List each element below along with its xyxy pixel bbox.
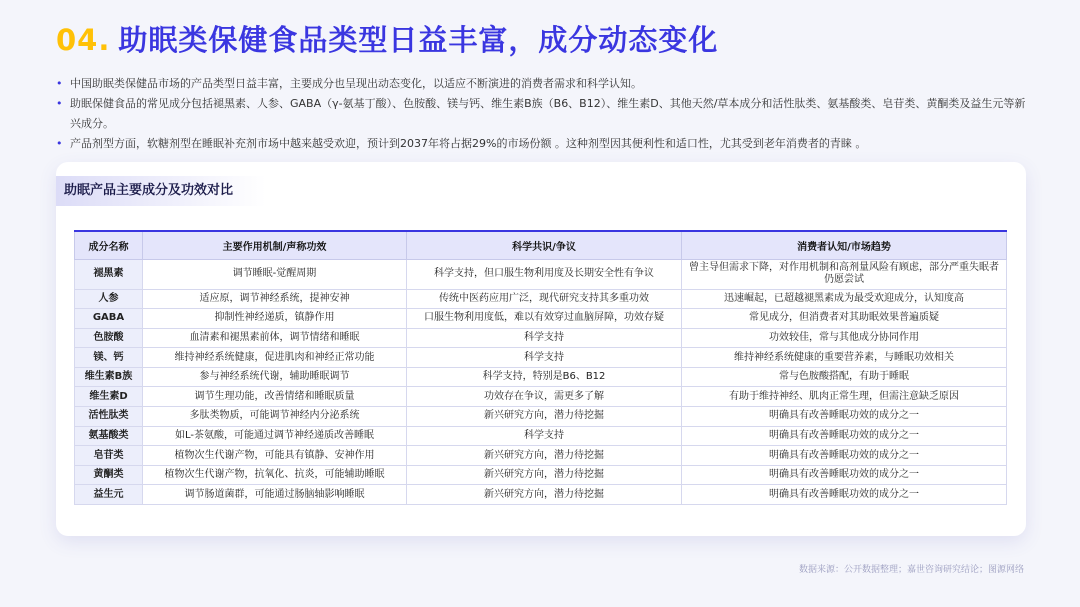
table-cell: 明确具有改善睡眠功效的成分之一 <box>682 465 1007 485</box>
table-cell: 功效较佳，常与其他成分协同作用 <box>682 328 1007 348</box>
table-cell: 科学支持 <box>407 426 682 446</box>
table-row <box>75 289 1007 309</box>
table-cell: 常与色胺酸搭配，有助于睡眠 <box>682 367 1007 387</box>
table-header-row <box>75 231 1007 259</box>
ingredient-name-cell: 维生素D <box>75 387 143 407</box>
ingredient-name-cell: 褪黑素 <box>75 259 143 289</box>
column-header: 主要作用机制/声称功效 <box>143 231 407 259</box>
table-cell: 调节肠道菌群，可能通过肠脑轴影响睡眠 <box>143 485 407 505</box>
ingredient-name-cell: 活性肽类 <box>75 407 143 427</box>
table-cell: 常见成分，但消费者对其助眠效果普遍质疑 <box>682 309 1007 329</box>
table-row <box>75 367 1007 387</box>
table-row <box>75 348 1007 368</box>
bullet-item: • 助眠保健食品的常见成分包括褪黑素、人参、GABA（γ-氨基丁酸）、色胺酸、镁与钙、维生素B族（B6、B12）、维生素D、其他天然/草本成分和活性肽类、氨基酸类、皂苷类、黄酮类及益生元等新兴成分。 <box>56 94 1036 134</box>
ingredient-name-cell: 人参 <box>75 289 143 309</box>
table-row <box>75 407 1007 427</box>
table-cell: 科学支持 <box>407 348 682 368</box>
table-row <box>75 387 1007 407</box>
ingredient-name-cell: 皂苷类 <box>75 446 143 466</box>
table-cell: 植物次生代谢产物，抗氧化、抗炎，可能辅助睡眠 <box>143 465 407 485</box>
table-row <box>75 426 1007 446</box>
table-cell: 植物次生代谢产物，可能具有镇静、安神作用 <box>143 446 407 466</box>
table-cell: 功效存在争议，需更多了解 <box>407 387 682 407</box>
ingredient-name-cell: GABA <box>75 309 143 329</box>
table-cell: 血清素和褪黑素前体，调节情绪和睡眠 <box>143 328 407 348</box>
table-row <box>75 328 1007 348</box>
table-cell: 调节睡眠-觉醒周期 <box>143 259 407 289</box>
table-cell: 有助于维持神经、肌肉正常生理，但需注意缺乏原因 <box>682 387 1007 407</box>
ingredient-name-cell: 镁、钙 <box>75 348 143 368</box>
column-header: 成分名称 <box>75 231 143 259</box>
column-header: 消费者认知/市场趋势 <box>682 231 1007 259</box>
table-cell: 新兴研究方向，潜力待挖掘 <box>407 465 682 485</box>
ingredient-name-cell: 益生元 <box>75 485 143 505</box>
table-cell: 新兴研究方向，潜力待挖掘 <box>407 407 682 427</box>
column-header: 科学共识/争议 <box>407 231 682 259</box>
ingredient-name-cell: 维生素B族 <box>75 367 143 387</box>
table-cell: 曾主导但需求下降，对作用机制和高剂量风险有顾虑，部分严重失眠者仍愿尝试 <box>682 259 1007 289</box>
card-heading: 助眠产品主要成分及功效对比 <box>56 176 266 206</box>
table-row <box>75 465 1007 485</box>
table-cell: 如L-茶氨酸，可能通过调节神经递质改善睡眠 <box>143 426 407 446</box>
table-cell: 多肽类物质，可能调节神经内分泌系统 <box>143 407 407 427</box>
ingredient-name-cell: 氨基酸类 <box>75 426 143 446</box>
page-title <box>56 18 718 59</box>
table-cell: 科学支持，特别是B6、B12 <box>407 367 682 387</box>
table-cell: 明确具有改善睡眠功效的成分之一 <box>682 407 1007 427</box>
table-cell: 迅速崛起，已超越褪黑素成为最受欢迎成分，认知度高 <box>682 289 1007 309</box>
comparison-card <box>56 162 1026 536</box>
table-row <box>75 485 1007 505</box>
comparison-table <box>74 230 1007 505</box>
section-number: 04. <box>56 23 111 57</box>
ingredient-name-cell: 色胺酸 <box>75 328 143 348</box>
table-cell: 口服生物利用度低，难以有效穿过血脑屏障，功效存疑 <box>407 309 682 329</box>
bullet-item: • 中国助眠类保健品市场的产品类型日益丰富，主要成分也呈现出动态变化，以适应不断演进的消费者需求和科学认知。 <box>56 74 1036 94</box>
data-source-note: 数据来源：公开数据整理；嘉世咨询研究结论；图源网络 <box>798 565 1024 575</box>
title-text: 助眠类保健食品类型日益丰富，成分动态变化 <box>118 23 719 57</box>
bullet-item: • 产品剂型方面，软糖剂型在睡眠补充剂市场中越来越受欢迎，预计到2037年将占据29%的市场份额 。这种剂型因其便利性和适口性，尤其受到老年消费者的青睐 。 <box>56 134 1036 154</box>
table-cell: 新兴研究方向，潜力待挖掘 <box>407 446 682 466</box>
table-cell: 维持神经系统健康，促进肌肉和神经正常功能 <box>143 348 407 368</box>
table-cell: 明确具有改善睡眠功效的成分之一 <box>682 426 1007 446</box>
ingredient-name-cell: 黄酮类 <box>75 465 143 485</box>
table-row <box>75 309 1007 329</box>
table-cell: 科学支持 <box>407 328 682 348</box>
table-cell: 抑制性神经递质，镇静作用 <box>143 309 407 329</box>
table-cell: 新兴研究方向，潜力待挖掘 <box>407 485 682 505</box>
table-cell: 明确具有改善睡眠功效的成分之一 <box>682 485 1007 505</box>
table-row <box>75 446 1007 466</box>
table-cell: 传统中医药应用广泛，现代研究支持其多重功效 <box>407 289 682 309</box>
table-row <box>75 259 1007 289</box>
bullet-list <box>56 74 1036 154</box>
table-cell: 明确具有改善睡眠功效的成分之一 <box>682 446 1007 466</box>
table-cell: 参与神经系统代谢，辅助睡眠调节 <box>143 367 407 387</box>
table-cell: 维持神经系统健康的重要营养素，与睡眠功效相关 <box>682 348 1007 368</box>
table-cell: 适应原，调节神经系统，提神安神 <box>143 289 407 309</box>
table-cell: 科学支持，但口服生物利用度及长期安全性有争议 <box>407 259 682 289</box>
table-cell: 调节生理功能，改善情绪和睡眠质量 <box>143 387 407 407</box>
